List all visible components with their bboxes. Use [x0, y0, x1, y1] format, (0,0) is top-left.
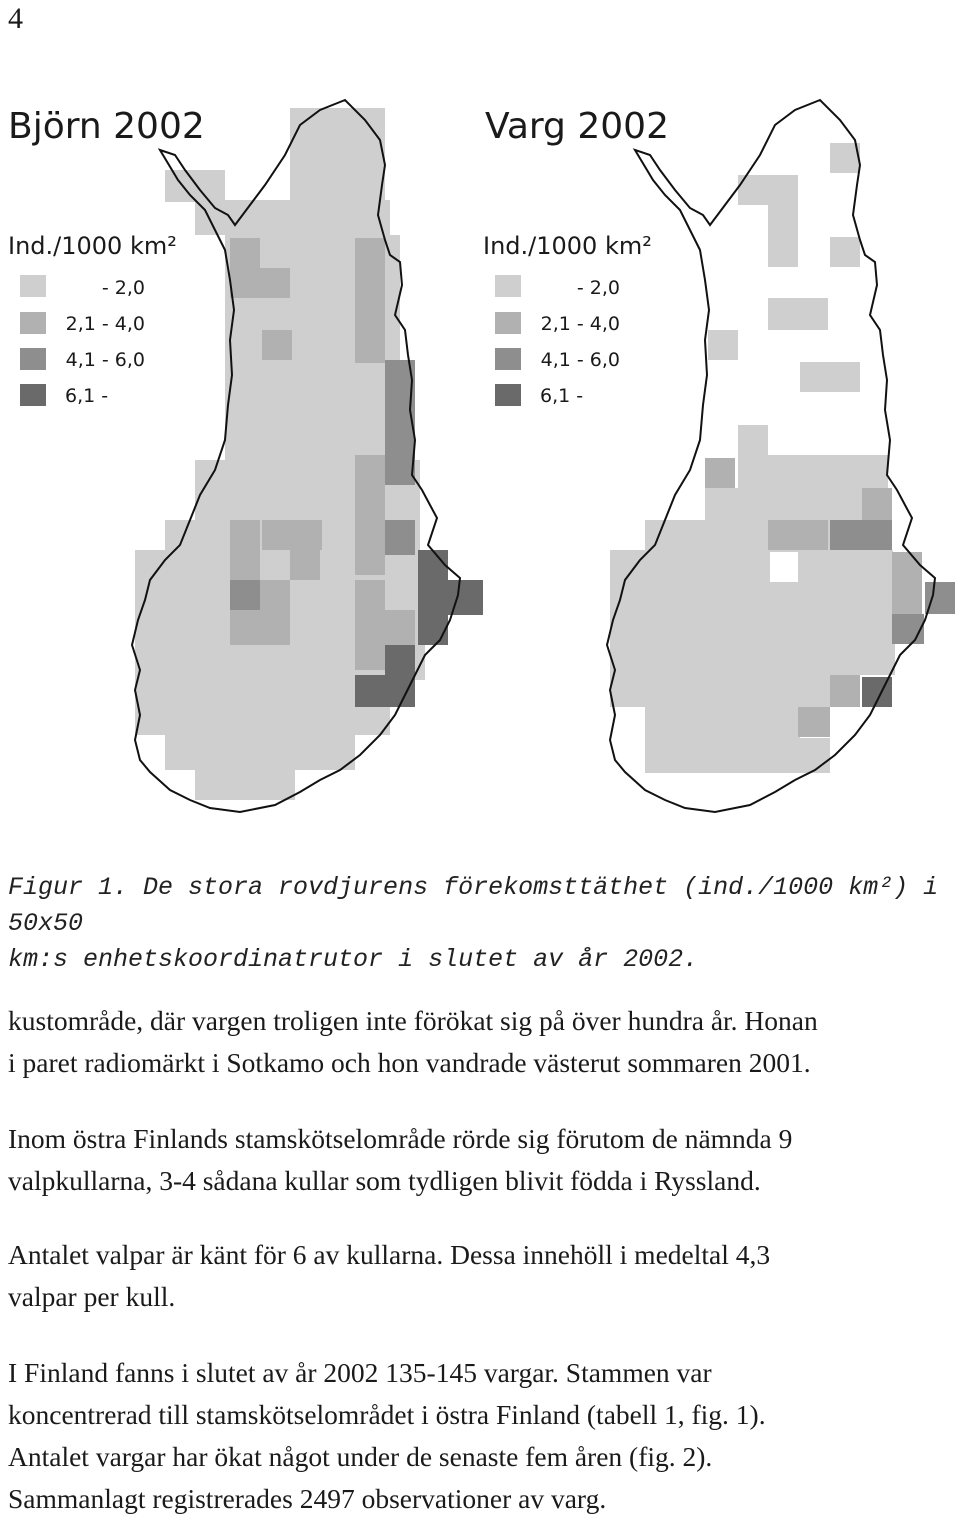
bear-legend-swatch-4 — [20, 384, 46, 406]
bear-density-grid — [135, 108, 483, 800]
bear-legend-label-4: 6,1 - — [65, 385, 109, 407]
paragraph-3 — [8, 1234, 958, 1318]
paragraph-1 — [8, 1000, 958, 1084]
bear-legend-label-1: - 2,0 — [101, 277, 145, 299]
density-maps-figure — [0, 90, 960, 820]
paragraph-line: Sammanlagt registrerades 2497 observationer av varg. — [8, 1483, 607, 1514]
paragraph-line: Antalet vargar har ökat något under de senaste fem åren (fig. 2). — [8, 1441, 713, 1472]
paragraph-line: koncentrerad till stamskötselområdet i östra Finland (tabell 1, fig. 1). — [8, 1399, 766, 1430]
bear-unit-label: Ind./1000 km² — [8, 232, 177, 260]
paragraph-line: kustområde, där vargen troligen inte förökat sig på över hundra år. Honan — [8, 1005, 818, 1036]
caption-line-1: Figur 1. De stora rovdjurens förekomsttäthet (ind./1000 km²) i 50x50 — [8, 873, 939, 938]
bear-legend-swatch-2 — [20, 312, 46, 334]
paragraph-line: valpkullarna, 3-4 sådana kullar som tydligen blivit födda i Ryssland. — [8, 1165, 761, 1196]
wolf-legend-label-4: 6,1 - — [540, 385, 584, 407]
bear-legend-label-2: 2,1 - 4,0 — [65, 313, 145, 335]
wolf-legend-swatch-1 — [495, 275, 521, 297]
wolf-legend-swatch-3 — [495, 348, 521, 370]
wolf-map — [483, 100, 955, 812]
paragraph-2 — [8, 1118, 958, 1202]
wolf-legend-swatch-4 — [495, 384, 521, 406]
wolf-unit-label: Ind./1000 km² — [483, 232, 652, 260]
wolf-legend-label-1: - 2,0 — [576, 277, 620, 299]
bear-legend-label-3: 4,1 - 6,0 — [65, 349, 145, 371]
bear-legend — [20, 275, 145, 407]
bear-legend-swatch-1 — [20, 275, 46, 297]
wolf-legend — [495, 275, 620, 407]
paragraph-line: Antalet valpar är känt för 6 av kullarna. Dessa innehöll i medeltal 4,3 — [8, 1239, 771, 1270]
paragraph-line: Inom östra Finlands stamskötselområde rörde sig förutom de nämnda 9 — [8, 1123, 793, 1154]
caption-line-2: km:s enhetskoordinatrutor i slutet av år 2002. — [8, 945, 699, 974]
figure-caption — [8, 870, 958, 978]
page-number: 4 — [8, 2, 23, 35]
paragraph-line: I Finland fanns i slutet av år 2002 135-145 vargar. Stammen var — [8, 1357, 712, 1388]
paragraph-line: i paret radiomärkt i Sotkamo och hon vandrade västerut sommaren 2001. — [8, 1047, 811, 1078]
wolf-density-grid — [610, 143, 955, 773]
wolf-legend-label-2: 2,1 - 4,0 — [540, 313, 620, 335]
paragraph-4 — [8, 1352, 958, 1520]
wolf-legend-label-3: 4,1 - 6,0 — [540, 349, 620, 371]
wolf-legend-swatch-2 — [495, 312, 521, 334]
bear-map-title: Björn 2002 — [8, 106, 205, 147]
bear-legend-swatch-3 — [20, 348, 46, 370]
bear-map — [8, 100, 483, 812]
paragraph-line: valpar per kull. — [8, 1281, 176, 1312]
wolf-map-title: Varg 2002 — [485, 106, 669, 147]
